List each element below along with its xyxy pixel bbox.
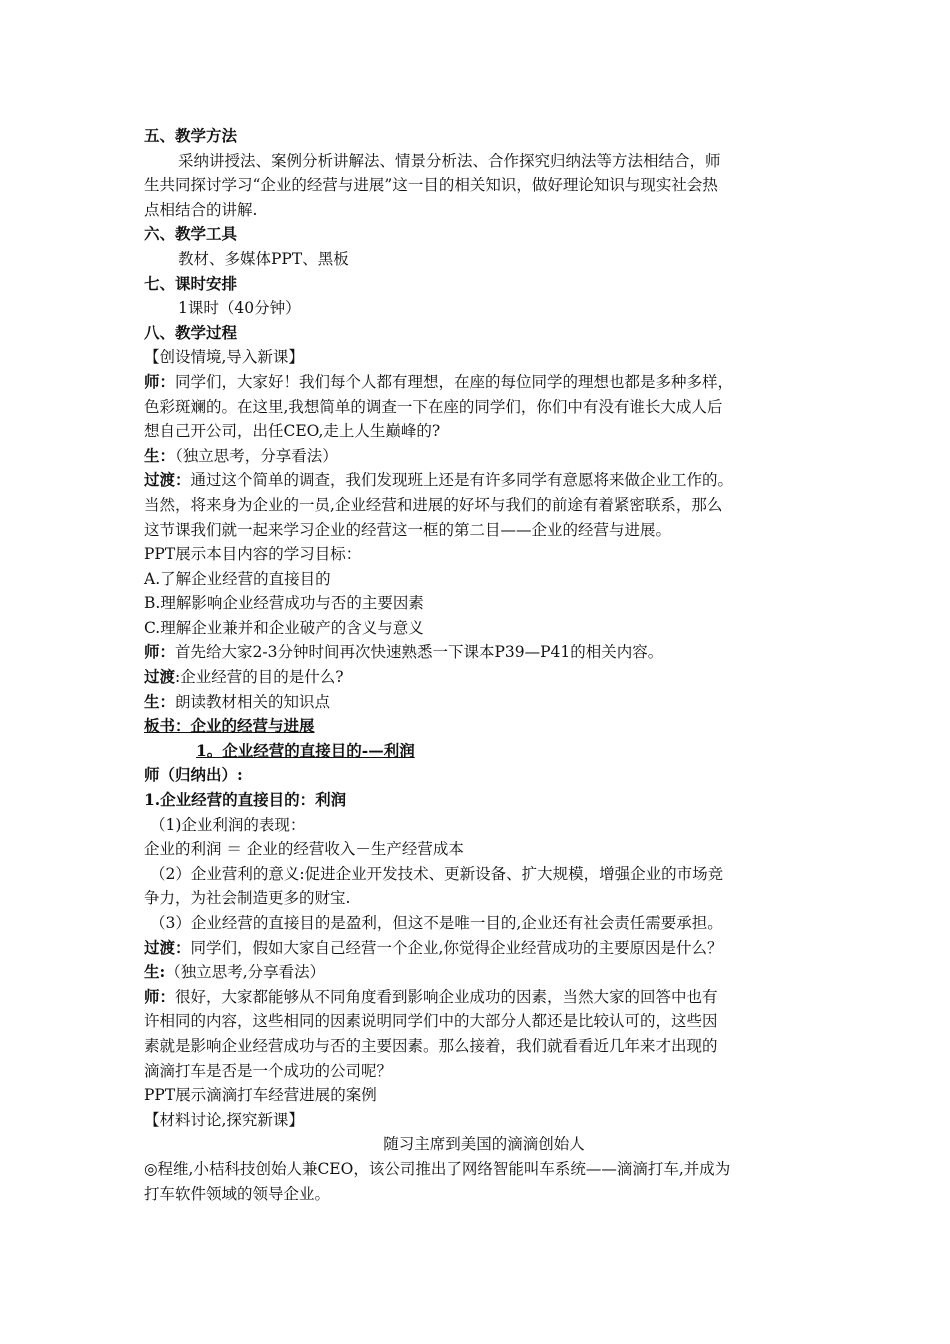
point-item: （3）企业经营的直接目的是盈利，但这不是唯一目的,企业还有社会责任需要承担。 xyxy=(150,914,723,932)
board-title xyxy=(144,714,824,739)
speech-text: 同学们，假如大家自己经营一个企业,你觉得企业经营成功的主要原因是什么？ xyxy=(190,938,723,957)
point-item: （1)企业利润的表现： xyxy=(150,815,306,834)
dialogue-line xyxy=(144,444,824,469)
speaker-label: 师： xyxy=(144,986,176,1006)
goal-item: A.了解企业经营的直接目的 xyxy=(144,569,331,588)
paragraph-line: PPT展示滴滴打车经营进展的案例 xyxy=(144,1086,377,1105)
speaker-label: 生： xyxy=(144,445,176,465)
paragraph-line: 色彩斑斓的。在这里,我想简单的调查一下在座的同学们，你们中有没有谁长大成人后 xyxy=(144,397,723,416)
speaker-label: 过渡： xyxy=(144,470,191,490)
speech-text: （独立思考，分享看法） xyxy=(175,446,338,465)
dialogue-line xyxy=(144,985,824,1010)
case-title: 随习主席到美国的滴滴创始人 xyxy=(383,1135,585,1154)
paragraph-line: 教材、多媒体PPT、黑板 xyxy=(178,249,349,268)
dialogue-line xyxy=(144,468,824,493)
paragraph-line: 这节课我们就一起来学习企业的经营这一框的第二目——企业的经营与进展。 xyxy=(144,520,672,539)
point-item: 企业的利润 ＝ 企业的经营收入－生产经营成本 xyxy=(144,840,464,859)
dialogue-line xyxy=(144,690,824,715)
paragraph-line: 当然，将来身为企业的一员,企业经营和进展的好坏与我们的前途有着紧密联系，那么 xyxy=(144,495,723,514)
paragraph-line: 1课时（40分钟） xyxy=(178,299,301,318)
speech-text: （独立思考,分享看法） xyxy=(165,963,326,982)
speech-text: :企业经营的目的是什么? xyxy=(175,668,344,687)
heading-process: 八、教学过程 xyxy=(144,322,238,342)
goal-item: B.理解影响企业经营成功与否的主要因素 xyxy=(144,594,424,613)
board-item: 1。企业经营的直接目的-—利润 xyxy=(196,740,415,760)
point-title: 1.企业经营的直接目的：利润 xyxy=(144,790,347,810)
speech-text: 很好，大家都能够从不同角度看到影响企业成功的因素，当然大家的回答中也有 xyxy=(175,987,718,1006)
paragraph-line: 生共同探讨学习“企业的经营与进展”这一目的相关知识，做好理论知识与现实社会热 xyxy=(144,176,718,195)
speech-text: 通过这个简单的调查，我们发现班上还是有许多同学有意愿将来做企业工作的。 xyxy=(190,471,734,490)
stage-title: 【材料讨论,探究新课】 xyxy=(144,1110,304,1129)
paragraph-line: 想自己开公司，出任CEO,走上人生巅峰的? xyxy=(144,422,441,441)
dialogue-line xyxy=(144,370,824,395)
dialogue-line xyxy=(144,936,824,961)
speech-text: 朗读教材相关的知识点 xyxy=(175,692,331,711)
stage-title: 【创设情境,导入新课】 xyxy=(144,348,304,367)
case-paragraph-line: ◎程维,小桔科技创始人兼CEO，该公司推出了网络智能叫车系统——滴滴打车,并成为 xyxy=(144,1159,731,1178)
speaker-label: 过渡 xyxy=(144,667,176,687)
point-item: （2）企业营利的意义:促进企业开发技术、更新设备、扩大规模，增强企业的市场竞 xyxy=(150,864,724,883)
heading-schedule: 七、课时安排 xyxy=(144,273,238,293)
speaker-label: 过渡： xyxy=(144,937,191,957)
dialogue-line xyxy=(144,665,824,690)
goal-item: C.理解企业兼并和企业破产的含义与意义 xyxy=(144,618,424,637)
document-content xyxy=(144,124,824,1206)
dialogue-line xyxy=(144,960,824,985)
point-item: 争力，为社会制造更多的财宝. xyxy=(144,889,351,908)
speaker-label: 师： xyxy=(144,371,176,391)
teacher-summary-label: 师（归纳出）: xyxy=(144,765,243,785)
paragraph-line: PPT展示本目内容的学习目标： xyxy=(144,545,362,564)
paragraph-line: 素就是影响企业经营成功与否的主要因素。那么接着，我们就看看近几年来才出现的 xyxy=(144,1036,718,1055)
paragraph-line: 许相同的内容，这些相同的因素说明同学们中的大部分人都还是比较认可的，这些因 xyxy=(144,1012,718,1031)
paragraph-line: 点相结合的讲解. xyxy=(144,200,258,219)
paragraph-line: 采纳讲授法、案例分析讲解法、情景分析法、合作探究归纳法等方法相结合，师 xyxy=(178,151,721,170)
paragraph-line: 滴滴打车是否是一个成功的公司呢？ xyxy=(144,1061,393,1080)
board-title-text: 板书：企业的经营与进展 xyxy=(144,716,315,736)
speech-text: 首先给大家2-3分钟时间再次快速熟悉一下课本P39—P41的相关内容。 xyxy=(175,643,664,662)
speaker-label: 师： xyxy=(144,642,176,662)
speech-text: 同学们，大家好！我们每个人都有理想，在座的每位同学的理想也都是多种多样， xyxy=(175,372,734,391)
heading-methods: 五、教学方法 xyxy=(144,126,238,145)
dialogue-line xyxy=(144,640,824,665)
speaker-label: 生： xyxy=(144,691,176,711)
heading-tools: 六、教学工具 xyxy=(144,224,238,244)
speaker-label: 生: xyxy=(144,962,166,982)
case-paragraph-line: 打车软件领域的领导企业。 xyxy=(144,1184,331,1203)
